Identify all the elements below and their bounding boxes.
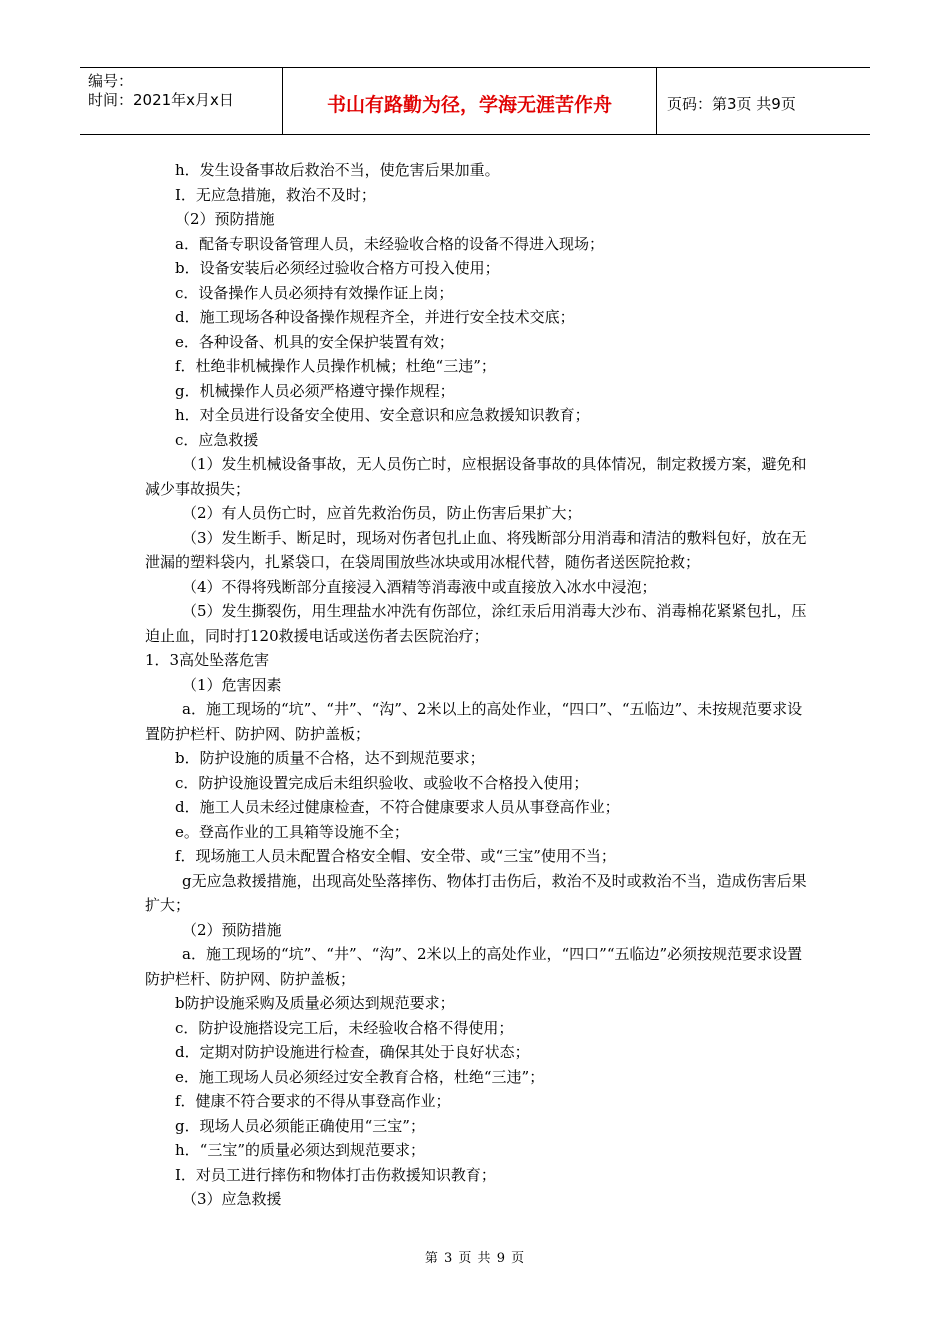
paragraph-line: d．施工现场各种设备操作规程齐全，并进行安全技术交底； [175, 308, 575, 326]
paragraph-line: g．现场人员必须能正确使用“三宝”； [175, 1116, 425, 1135]
paragraph-line: c．防护设施搭设完工后，未经验收合格不得使用； [175, 1018, 514, 1037]
paragraph-line: e．各种设备、机具的安全保护装置有效； [175, 332, 454, 351]
paragraph-line: c．防护设施设置完成后未组织验收、或验收不合格投入使用； [175, 773, 589, 792]
paragraph-line: b．设备安装后必须经过验收合格方可投入使用； [175, 259, 500, 277]
header-motto: 书山有路勤为径，学海无涯苦作舟 [283, 68, 657, 134]
paragraph-line: a．施工现场的“坑”、“井”、“沟”、2米以上的高处作业，“四口”、“五临边”、未按规范要求设置防护栏杆、防护网、防护盖板； [145, 700, 803, 743]
document-header [80, 67, 870, 135]
paragraph-line: g．机械操作人员必须严格遵守操作规程； [175, 381, 455, 400]
paragraph-line: b防护设施采购及质量必须达到规范要求； [175, 994, 455, 1012]
paragraph-line: h．对全员进行设备安全使用、安全意识和应急救援知识教育； [175, 406, 590, 424]
paragraph-line: e．施工现场人员必须经过安全教育合格，杜绝“三违”； [175, 1067, 545, 1086]
paragraph-line: a．施工现场的“坑”、“井”、“沟”、2米以上的高处作业，“四口”“五临边”必须按规范要求设置防护栏杆、防护网、防护盖板； [145, 945, 803, 988]
paragraph-line: d．施工人员未经过健康检查，不符合健康要求人员从事登高作业； [175, 798, 620, 816]
paragraph-line: h．“三宝”的质量必须达到规范要求； [175, 1141, 425, 1159]
paragraph-line: c．设备操作人员必须持有效操作证上岗； [175, 283, 454, 302]
paragraph-line: b．防护设施的质量不合格，达不到规范要求； [175, 749, 485, 767]
document-number-label: 编号： [88, 72, 134, 90]
paragraph-line: （3）发生断手、断足时，现场对伤者包扎止血、将残断部分用消毒和清洁的敷料包好，放在无泄漏的塑料袋内，扎紧袋口，在袋周围放些冰块或用冰棍代替，随伤者送医院抢救； [145, 528, 807, 571]
document-body [145, 158, 813, 1212]
paragraph-line: （2）预防措施 [175, 210, 275, 228]
paragraph-line: f．杜绝非机械操作人员操作机械；杜绝“三违”； [175, 357, 496, 375]
header-page-indicator: 页码：第3页 共9页 [667, 94, 796, 113]
paragraph-line: （2）预防措施 [182, 920, 282, 939]
paragraph-line: f．现场施工人员未配置合格安全帽、安全带、或“三宝”使用不当； [175, 847, 616, 865]
paragraph-line: a．配备专职设备管理人员，未经验收合格的设备不得进入现场； [175, 234, 604, 253]
paragraph-line: f．健康不符合要求的不得从事登高作业； [175, 1092, 451, 1110]
paragraph-line: d．定期对防护设施进行检查，确保其处于良好状态； [175, 1043, 530, 1061]
paragraph-line: （3）应急救援 [182, 1190, 282, 1208]
page-footer: 第 3 页 共 9 页 [424, 1251, 526, 1266]
paragraph-line: c．应急救援 [175, 430, 259, 449]
paragraph-line: （1）危害因素 [182, 675, 282, 694]
paragraph-line: h．发生设备事故后救治不当，使危害后果加重。 [175, 161, 500, 179]
paragraph-line: （4）不得将残断部分直接浸入酒精等消毒液中或直接放入冰水中浸泡； [182, 577, 657, 596]
document-date-label: 时间：2021年x月x日 [88, 91, 234, 109]
paragraph-line: （5）发生撕裂伤，用生理盐水冲洗有伤部位，涂红汞后用消毒大沙布、消毒棉花紧紧包扎，压迫止血，同时打120救援电话或送伤者去医院治疗； [145, 602, 807, 645]
paragraph-line: I．对员工进行摔伤和物体打击伤救援知识教育； [175, 1165, 496, 1184]
paragraph-line: 1．3高处坠落危害 [145, 651, 270, 669]
paragraph-line: （2）有人员伤亡时，应首先救治伤员，防止伤害后果扩大； [182, 504, 582, 522]
paragraph-line: g无应急救援措施，出现高处坠落摔伤、物体打击伤后，救治不及时或救治不当，造成伤害后果扩大； [145, 871, 807, 914]
paragraph-line: e。登高作业的工具箱等设施不全； [175, 822, 409, 841]
paragraph-line: （1）发生机械设备事故，无人员伤亡时，应根据设备事故的具体情况，制定救援方案，避免和减少事故损失； [145, 455, 807, 498]
paragraph-line: I．无应急措施，救治不及时； [175, 185, 376, 204]
header-meta [80, 68, 283, 134]
